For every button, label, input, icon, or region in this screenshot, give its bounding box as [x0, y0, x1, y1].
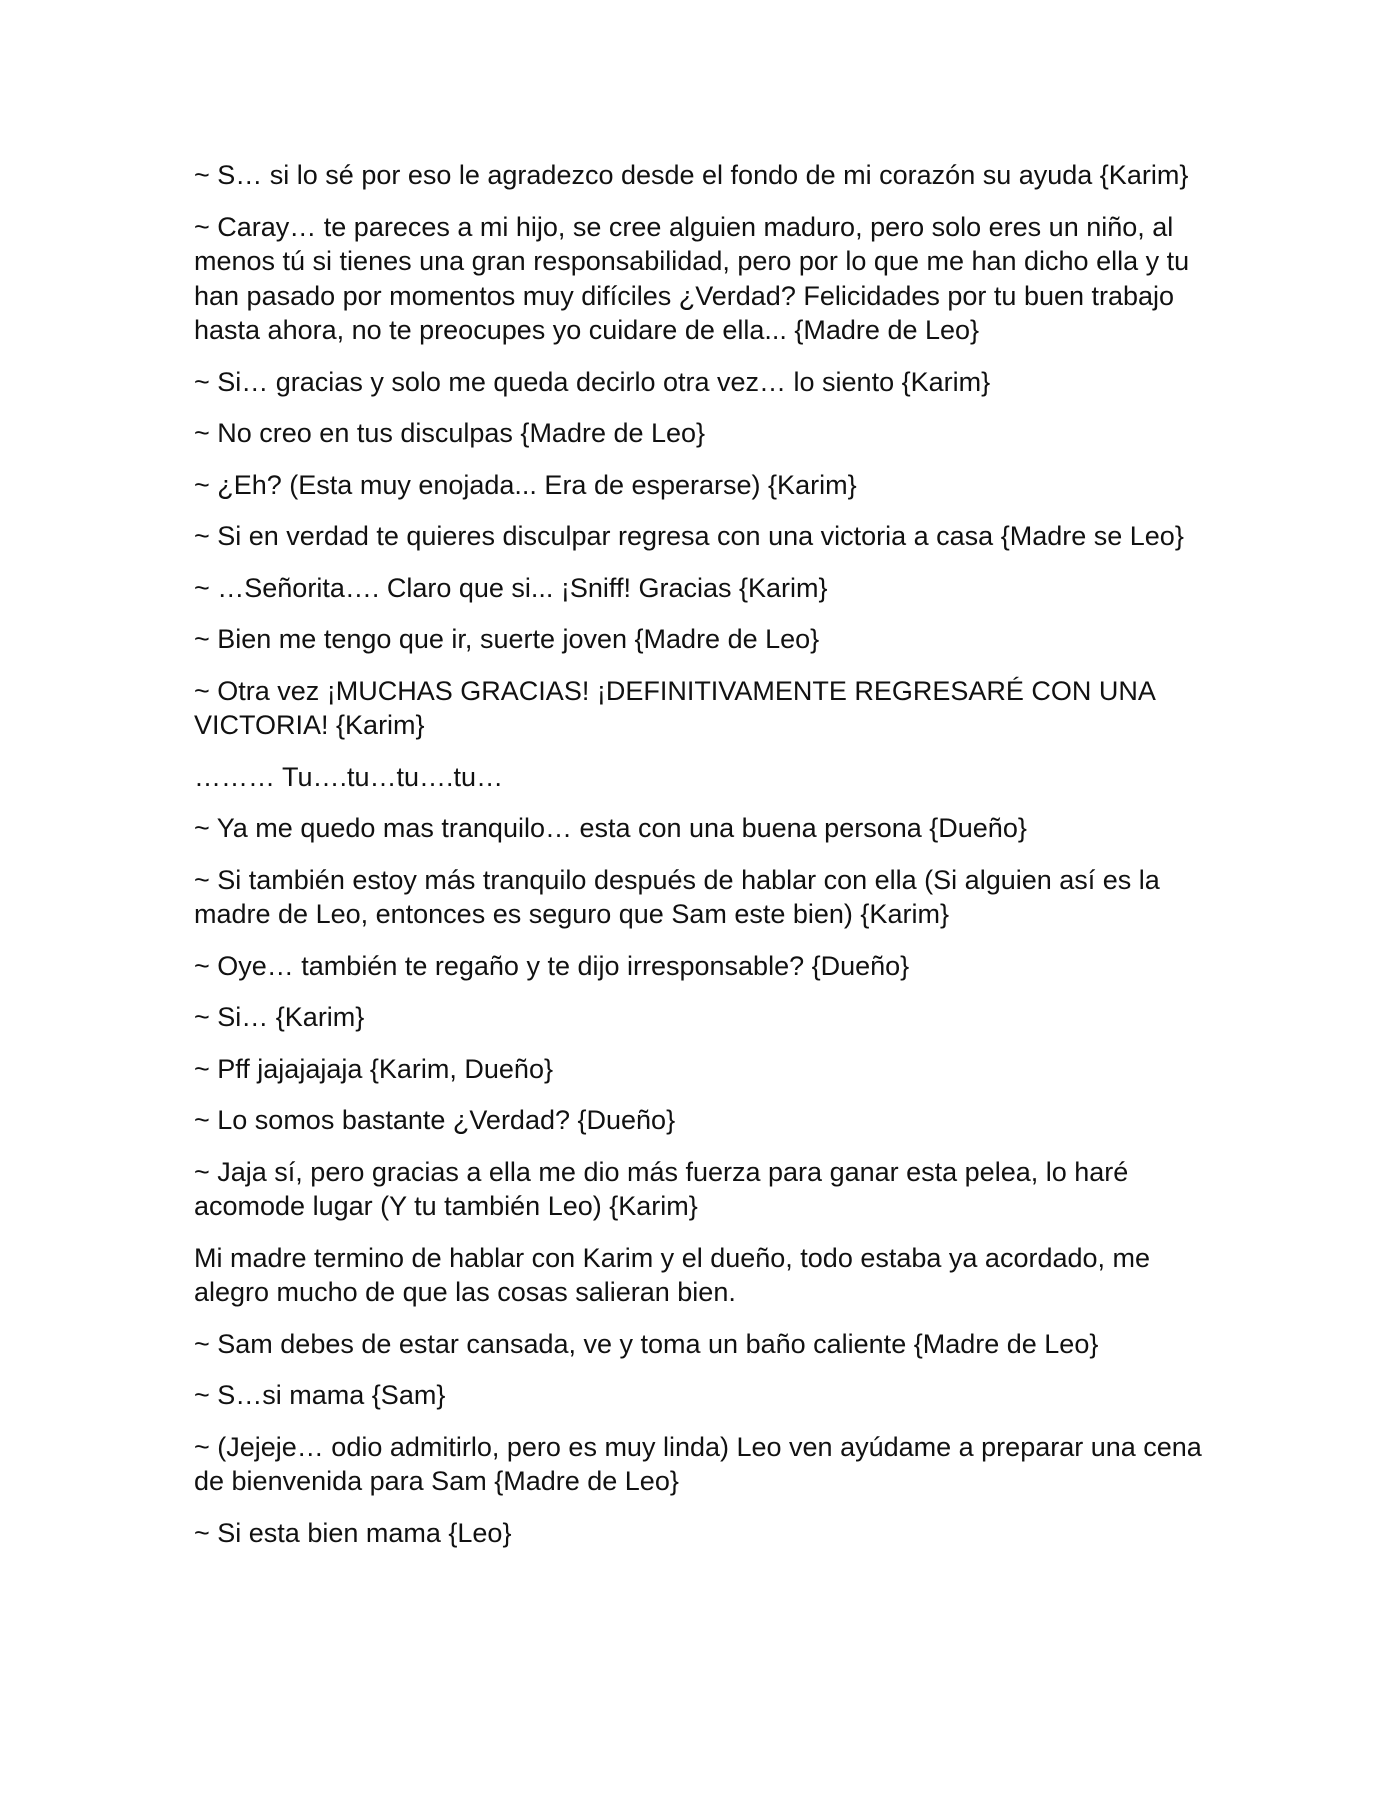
page-text [194, 158, 1214, 1567]
paragraph-19: ~ Sam debes de estar cansada, ve y toma un baño caliente {Madre de Leo} [194, 1328, 1099, 1359]
paragraph-11: ~ Ya me quedo mas tranquilo… esta con una buena persona {Dueño} [194, 813, 1027, 843]
paragraph-1: ~ S… si lo sé por eso le agradezco desde el fondo de mi corazón su ayuda {Karim} [194, 160, 1189, 190]
paragraph-9: ~ Otra vez ¡MUCHAS GRACIAS! ¡DEFINITIVAMENTE REGRESARÉ CON UNA VICTORIA! {Karim} [194, 675, 1155, 740]
paragraph-13: ~ Oye… también te regaño y te dijo irresponsable? {Dueño} [194, 950, 910, 981]
paragraph-8: ~ Bien me tengo que ir, suerte joven {Madre de Leo} [194, 624, 820, 654]
paragraph-22: ~ Si esta bien mama {Leo} [194, 1517, 512, 1548]
paragraph-21: ~ (Jejeje… odio admitirlo, pero es muy linda) Leo ven ayúdame a preparar una cena de bienvenida para Sam {Madre de Leo} [194, 1431, 1202, 1496]
paragraph-7: ~ …Señorita…. Claro que si... ¡Sniff! Gracias {Karim} [194, 572, 828, 603]
paragraph-12: ~ Si también estoy más tranquilo después de hablar con ella (Si alguien así es la madre de Leo, entonces es seguro que Sam este bien) {Karim} [194, 864, 1160, 929]
paragraph-6: ~ Si en verdad te quieres disculpar regresa con una victoria a casa {Madre se Leo} [194, 521, 1184, 551]
paragraph-18: Mi madre termino de hablar con Karim y el dueño, todo estaba ya acordado, me alegro mucho de que las cosas salieran bien. [194, 1242, 1151, 1307]
paragraph-4: ~ No creo en tus disculpas {Madre de Leo} [194, 418, 706, 448]
paragraph-14: ~ Si… {Karim} [194, 1002, 365, 1032]
paragraph-17: ~ Jaja sí, pero gracias a ella me dio más fuerza para ganar esta pelea, lo haré acomode lugar (Y tu también Leo) {Karim} [194, 1156, 1129, 1221]
paragraph-2: ~ Caray… te pareces a mi hijo, se cree alguien maduro, pero solo eres un niño, al menos tú si tienes una gran responsabilidad, pero por lo que me han dicho ella y tu han pasado por momentos muy difíciles ¿Verdad? Felicidades por tu buen trabajo hasta ahora, no te preocupes yo cuidare de ella... {Madre de Leo} [194, 211, 1190, 345]
paragraph-10: ……… Tu….tu…tu….tu… [194, 761, 504, 792]
paragraph-5: ~ ¿Eh? (Esta muy enojada... Era de esperarse) {Karim} [194, 469, 857, 500]
paragraph-16: ~ Lo somos bastante ¿Verdad? {Dueño} [194, 1105, 676, 1135]
paragraph-15: ~ Pff jajajajaja {Karim, Dueño} [194, 1053, 553, 1084]
paragraph-3: ~ Si… gracias y solo me queda decirlo otra vez… lo siento {Karim} [194, 366, 991, 397]
paragraph-20: ~ S…si mama {Sam} [194, 1380, 446, 1410]
